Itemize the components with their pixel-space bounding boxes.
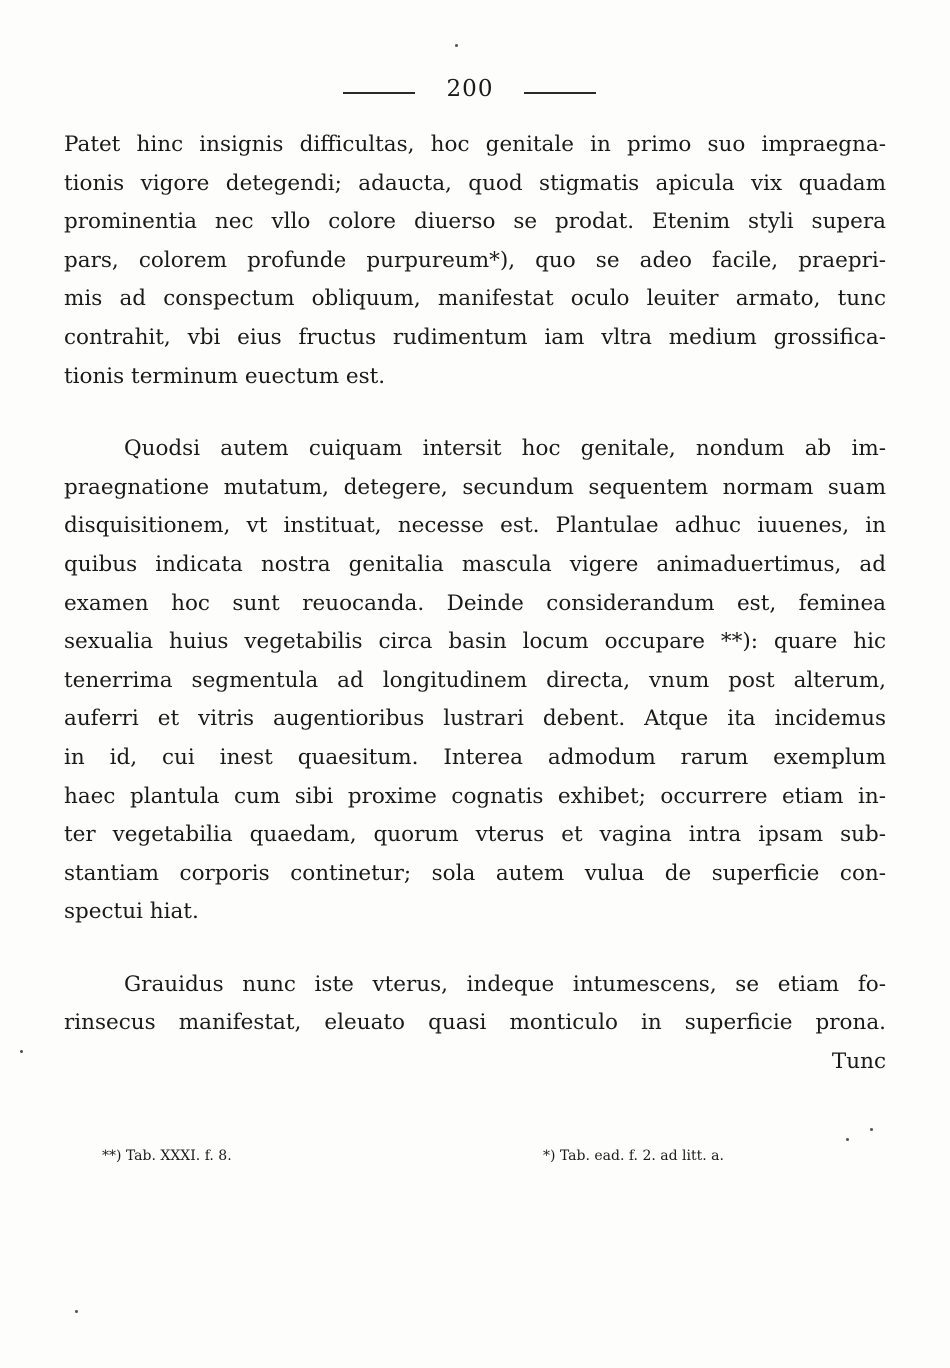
text-line: examen hoc sunt reuocanda. Deinde considerandum est, feminea xyxy=(64,590,886,616)
text-line: haec plantula cum sibi proxime cognatis exhibet; occurrere etiam in- xyxy=(64,783,886,809)
text-line: disquisitionem, vt instituat, necesse est. Plantulae adhuc iuuenes, in xyxy=(64,513,886,539)
paragraph-2 xyxy=(64,430,886,932)
text-line: Patet hinc insignis difficultas, hoc genitale in primo suo impraegna- xyxy=(64,132,886,157)
text-line: tionis terminum euectum est. xyxy=(64,363,386,389)
text-line: stantiam corporis continetur; sola autem vulua de superficie con- xyxy=(64,860,886,886)
text-line: ter vegetabilia quaedam, quorum vterus et vagina intra ipsam sub- xyxy=(64,822,886,848)
text-line: rinsecus manifestat, eleuato quasi monticulo in superficie prona. xyxy=(64,1010,886,1036)
text-line: tionis vigore detegendi; adaucta, quod stigmatis apicula vix quadam xyxy=(64,170,886,196)
paragraph-1 xyxy=(64,126,886,396)
text-line: sexualia huius vegetabilis circa basin locum occupare **): quare hic xyxy=(64,629,886,655)
text-line: spectui hiat. xyxy=(64,899,199,925)
paragraph-gap xyxy=(64,396,886,430)
text-line: mis ad conspectum obliquum, manifestat oculo leuiter armato, tunc xyxy=(64,286,886,312)
text-line: auferri et vitris augentioribus lustrari debent. Atque ita incidemus xyxy=(64,706,886,732)
header-rule-right xyxy=(524,92,596,94)
footnote-right: *) Tab. ead. f. 2. ad litt. a. xyxy=(543,1148,724,1164)
text-line: contrahit, vbi eius fructus rudimentum iam vltra medium grossifica- xyxy=(64,324,886,350)
catchword: Tunc xyxy=(831,1049,886,1075)
paper-speck xyxy=(846,1138,849,1141)
text-line: in id, cui inest quaesitum. Interea admodum rarum exemplum xyxy=(64,744,886,770)
page-number: 200 xyxy=(446,76,494,102)
text-line: praegnatione mutatum, detegere, secundum sequentem normam suam xyxy=(64,474,886,500)
paper-speck xyxy=(20,1050,23,1053)
body-text xyxy=(64,126,886,1082)
text-line: quibus indicata nostra genitalia mascula vigere animaduertimus, ad xyxy=(64,551,886,577)
paper-speck xyxy=(75,1310,78,1313)
text-line: Grauidus nunc iste vterus, indeque intumescens, se etiam fo- xyxy=(124,971,886,997)
page-header xyxy=(0,76,950,106)
text-line: tenerrima segmentula ad longitudinem directa, vnum post alterum, xyxy=(64,667,886,693)
text-line: Quodsi autem cuiquam intersit hoc genitale, nondum ab im- xyxy=(124,436,886,462)
text-line: prominentia nec vllo colore diuerso se prodat. Etenim styli supera xyxy=(64,209,886,235)
header-rule-left xyxy=(343,92,415,94)
footnotes xyxy=(0,1148,950,1178)
paragraph-gap xyxy=(64,932,886,966)
paragraph-3 xyxy=(64,966,886,1082)
footnote-left: **) Tab. XXXI. f. 8. xyxy=(102,1148,232,1164)
paper-speck xyxy=(455,44,458,47)
paper-speck xyxy=(870,1128,873,1131)
text-line: pars, colorem profunde purpureum*), quo se adeo facile, praepri- xyxy=(64,247,886,273)
